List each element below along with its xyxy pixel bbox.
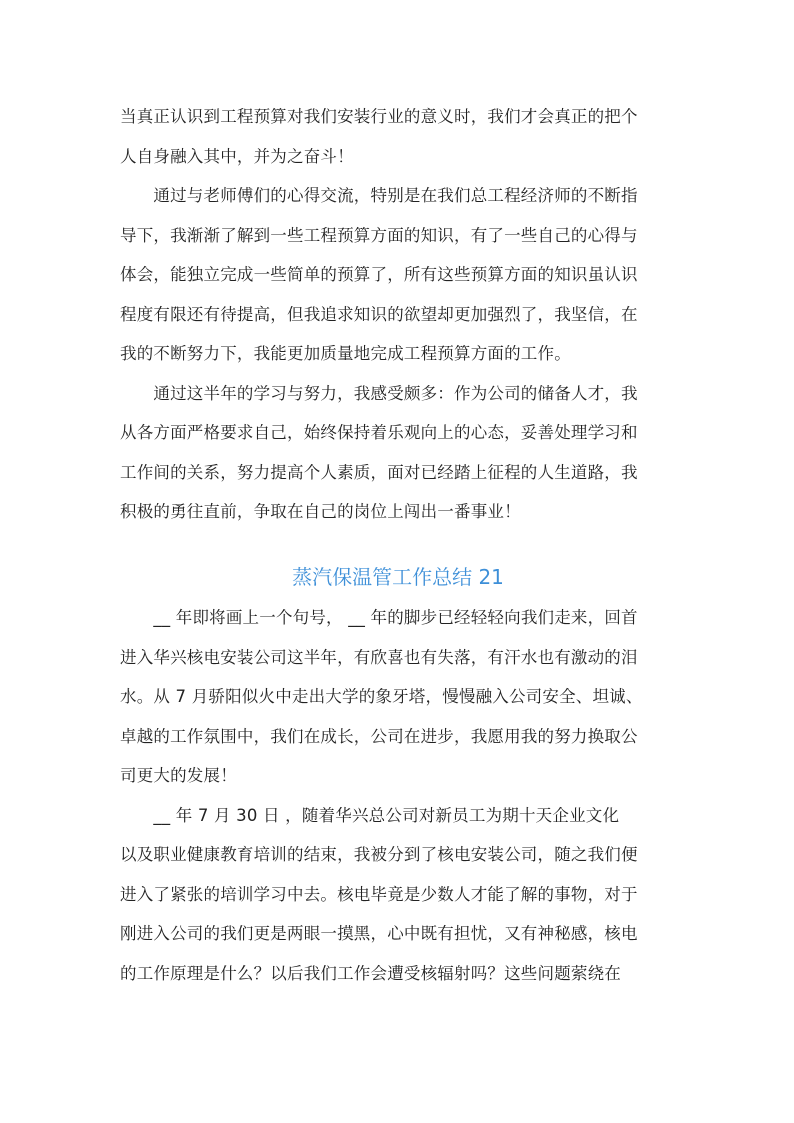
text-line: 程度有限还有待提高，但我追求知识的欲望却更加强烈了，我坚信，在 <box>120 304 638 324</box>
text-line: 水。从 7 月骄阳似火中走出大学的象牙塔，慢慢融入公司安全、坦诚、 <box>120 687 643 706</box>
text-line: 体会，能独立完成一些简单的预算了，所有这些预算方面的知识虽认识 <box>120 265 638 284</box>
text-line: 积极的勇往直前，争取在自己的岗位上闯出一番事业！ <box>120 502 521 521</box>
text-line: __ 年 7 月 30 日 ，随着华兴总公司对新员工为期十天企业文化 <box>120 805 620 825</box>
text-line: 通过这半年的学习与努力，我感受颇多：作为公司的储备人才，我 <box>120 383 638 403</box>
body-text-block-2 <box>120 598 676 993</box>
text-line: 当真正认识到工程预算对我们安装行业的意义时，我们才会真正的把个 <box>120 107 638 126</box>
text-line: 司更大的发展！ <box>120 766 237 785</box>
text-line: 刚进入公司的我们更是两眼一摸黑，心中既有担忧，又有神秘感，核电 <box>120 924 638 943</box>
text-line: 进入华兴核电安装公司这半年，有欣喜也有失落，有汗水也有激动的泪 <box>120 647 638 667</box>
text-line: 的工作原理是什么？以后我们工作会遭受核辐射吗？这些问题萦绕在 <box>120 963 621 983</box>
body-text-block-1 <box>120 97 676 532</box>
text-line: 导下，我渐渐了解到一些工程预算方面的知识，有了一些自己的心得与 <box>120 225 638 245</box>
section-heading: 蒸汽保温管工作总结 21 <box>292 565 504 589</box>
text-line: __ 年即将画上一个句号， __ 年的脚步已经轻轻向我们走来，回首 <box>120 608 638 627</box>
text-line: 卓越的工作氛围中，我们在成长，公司在进步，我愿用我的努力换取公 <box>120 726 638 746</box>
text-line: 从各方面严格要求自己，始终保持着乐观向上的心态，妥善处理学习和 <box>120 423 638 442</box>
text-line: 以及职业健康教育培训的结束，我被分到了核电安装公司，随之我们便 <box>120 845 638 864</box>
text-line: 工作间的关系，努力提高个人素质，面对已经踏上征程的人生道路，我 <box>120 462 638 482</box>
text-line: 通过与老师傅们的心得交流，特别是在我们总工程经济师的不断指 <box>120 186 638 205</box>
text-line: 进入了紧张的培训学习中去。核电毕竟是少数人才能了解的事物，对于 <box>120 884 638 904</box>
text-line: 人自身融入其中，并为之奋斗！ <box>120 146 354 166</box>
text-line: 我的不断努力下，我能更加质量地完成工程预算方面的工作。 <box>120 344 571 363</box>
